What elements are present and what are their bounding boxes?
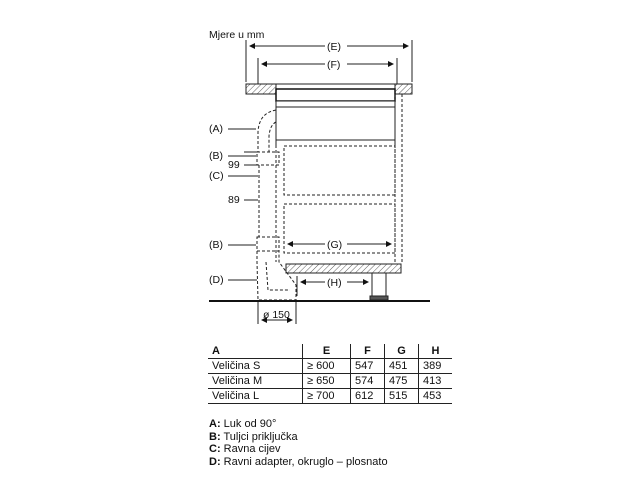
legend-item — [209, 418, 388, 431]
table-header-e: E — [303, 344, 351, 359]
legend — [209, 418, 388, 468]
table-cell-f: 612 — [351, 389, 385, 404]
duct-connector-upper — [257, 152, 279, 165]
dimension-diameter — [258, 302, 296, 324]
dim-label-e: (E) — [327, 41, 341, 53]
measure-99 — [228, 152, 258, 171]
duct-connector-lower — [257, 237, 279, 251]
table-cell-e: ≥ 650 — [303, 374, 351, 389]
dimension-g — [288, 237, 391, 251]
dimension-h — [297, 275, 368, 296]
measure-89-label: 89 — [228, 194, 240, 206]
callout-label-d: (D) — [209, 274, 224, 286]
dim-label-h: (H) — [327, 277, 342, 289]
callout-label-b-upper: (B) — [209, 150, 223, 162]
callout-d — [209, 274, 257, 286]
table-cell-g: 515 — [385, 389, 419, 404]
duct-straight — [259, 165, 276, 237]
legend-item — [209, 443, 388, 456]
table-cell-h: 413 — [419, 374, 453, 389]
callout-c — [209, 170, 258, 182]
table-header-a: A — [208, 344, 303, 359]
legend-text: Tuljci priključka — [223, 430, 298, 443]
table-cell-g: 451 — [385, 359, 419, 374]
table-cell-e: ≥ 600 — [303, 359, 351, 374]
drawers — [284, 146, 395, 253]
table-header-g: G — [385, 344, 419, 359]
callout-a — [209, 123, 256, 135]
legend-key: A: — [209, 418, 221, 430]
legend-item — [209, 456, 388, 469]
callout-label-b-lower: (B) — [209, 239, 223, 251]
measure-89 — [228, 194, 258, 206]
table-cell-g: 475 — [385, 374, 419, 389]
callout-label-a: (A) — [209, 123, 223, 135]
units-note: Mjere u mm — [209, 29, 265, 41]
table-cell-f: 547 — [351, 359, 385, 374]
table-cell-label: Veličina S — [208, 359, 303, 374]
table-row — [208, 374, 452, 389]
legend-key: C: — [209, 443, 221, 455]
table-header-f: F — [351, 344, 385, 359]
table-cell-label: Veličina M — [208, 374, 303, 389]
legend-text: Ravni adapter, okruglo – plosnato — [223, 455, 388, 468]
measure-99-label: 99 — [228, 159, 240, 171]
table-cell-label: Veličina L — [208, 389, 303, 404]
legend-item — [209, 431, 388, 444]
legend-key: B: — [209, 430, 221, 443]
table-cell-e: ≥ 700 — [303, 389, 351, 404]
dimensions-table — [208, 344, 452, 404]
table-row — [208, 389, 452, 404]
callout-b-lower — [209, 239, 256, 251]
legend-text: Luk od 90° — [223, 418, 277, 430]
dim-label-g: (G) — [327, 239, 343, 251]
cooktop-unit — [276, 89, 395, 146]
duct-flat-adapter — [257, 251, 296, 300]
table-row — [208, 359, 452, 374]
table-cell-f: 574 — [351, 374, 385, 389]
dim-label-f: (F) — [327, 59, 341, 71]
table-cell-h: 389 — [419, 359, 453, 374]
legend-text: Ravna cijev — [223, 443, 281, 455]
diameter-label: ø 150 — [263, 309, 290, 321]
legend-key: D: — [209, 455, 221, 468]
table-header-row — [208, 344, 452, 359]
table-cell-h: 453 — [419, 389, 453, 404]
duct-bend — [258, 110, 276, 152]
table-header-h: H — [419, 344, 453, 359]
dimension-f — [258, 57, 397, 84]
callout-label-c: (C) — [209, 170, 224, 182]
